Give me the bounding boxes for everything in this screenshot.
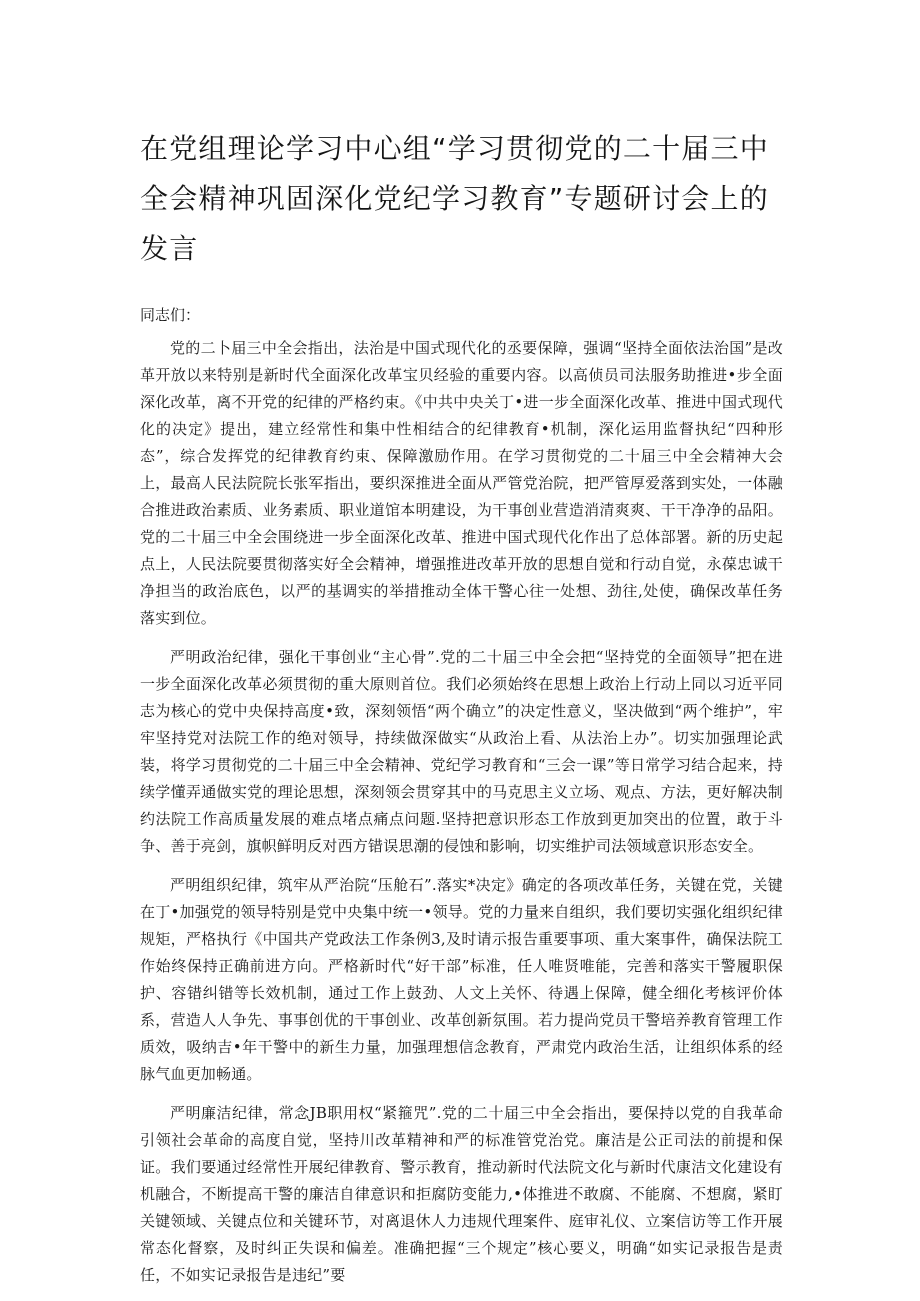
paragraph-organizational-discipline: 严明组织纪律，筑牢从严治院“压舱石”.落实*决定》确定的各项改革任务，关键在党，关键在丁•加强党的领导特别是党中央集中统一•领导。党的力量来自组织，我们要切实强化组织纪律规矩，严格执行《中国共产党政法工作条例3,及时请示报告重要事项、重大案事件，确保法院工作始终保持正确前进方向。严格新时代“好干部”标准，任人唯贤唯能，完善和落实干警履职保护、容错纠错等长效机制，通过工作上鼓劲、人文上关怀、待遇上保障，健全细化考核评价体系，营造人人争先、事事创优的干事创业、改革创新氛围。若力提尚党员干警培养教育管理工作质效，吸纳吉•年干警中的新生力量，加强理想信念教育，严肃党内政治生活，让组织体系的经脉气血更加畅通。 [140,876,783,1083]
document-title: 在党组理论学习中心组“学习贯彻党的二十届三中全会精神巩固深化党纪学习教育”专题研讨会上的发言 [140,132,769,265]
paragraph-intro: 党的二卜届三中全会指出，法治是中国式现代化的丞要保障，强调“坚持全面依法治国”是改革开放以来特别是新时代全面深化改革宝贝经验的重要内容。以高侦员司法服务助推进•步全面深化改革，离不开党的纪律的严格约束。《中共中央关丁•进一步全面深化改革、推进中国式现代化的决定》提出，建立经常性和集中性相结合的纪律教育•机制，深化运用监督执纪“四种形态”，综合发挥党的纪律教育约束、保障激励作用。在学习贯彻党的二十届三中全会精神大会上，最高人民法院院长张军指出，要织深推进全面从严管党治院，把严管厚爱落到实处，一体融合推进政治素质、业务素质、职业道馆本明建设，为干事创业营造消清爽爽、干干净净的品阳。党的二十届三中全会围绕进一步全面深化改革、推进中国式现代化作出了总体部署。新的历史起点上，人民法院要贯彻落实好全会精神，增强推进改革开放的思想自觉和行动自觉，永葆忠诚干净担当的政治底色，以严的基调实的举措推动全体干警心往一处想、劲往,处使，确保改革任务落实到位。 [140,339,783,627]
document-page [140,124,783,1289]
greeting: 同志们： [140,306,201,324]
paragraph-integrity-discipline: 严明廉洁纪律，常念JB职用权“紧箍咒”.党的二十届三中全会指出，要保持以党的自我革命引领社会革命的高度自觉，坚持川改革精神和严的标准管党治党。廉洁是公正司法的前提和保证。我们要通过经常性开展纪律教育、警示教育，推动新时代法院文化与新时代康洁文化建设有机融合，不断提高干警的廉洁自律意识和拒腐防变能力,•体推进不敢腐、不能腐、不想腐，紧盯关键领域、关键点位和关键环节，对离退休人力违规代理案件、庭审礼仪、立案信访等工作开展常态化督察，及时纠正失误和偏差。准确把握“三个规定”核心要义，明确“如实记录报告是责任，不如实记录报告是违纪”要 [140,1104,783,1284]
paragraph-political-discipline: 严明政治纪律，强化干事创业“主心骨”.党的二十届三中全会把“坚持党的全面领导”把在进一步全面深化改革必须贯彻的重大原则首位。我们必须始终在思想上政治上行动上同以习近平同志为核心的党中央保持高度•致，深刻领悟“两个确立”的决定性意义，坚决做到“两个维护”，牢牢坚持党对法院工作的绝对领导，持续做深做实“从政治上看、从法治上办”。切实加强理论武装，将学习贯彻党的二十届三中全会精神、党纪学习教育和“三会一课”等日常学习结合起来，持续学懂弄通做实党的理论思想，深刻领会贯穿其中的马克思主义立场、观点、方法，更好解决制约法院工作高质量发展的难点堵点痛点问题.坚持把意识形态工作放到更加突出的位置，敢于斗争、善于亮剑，旗帜鲜明反对西方错误思潮的侵蚀和影响，切实维护司法领域意识形态安全。 [140,648,783,855]
